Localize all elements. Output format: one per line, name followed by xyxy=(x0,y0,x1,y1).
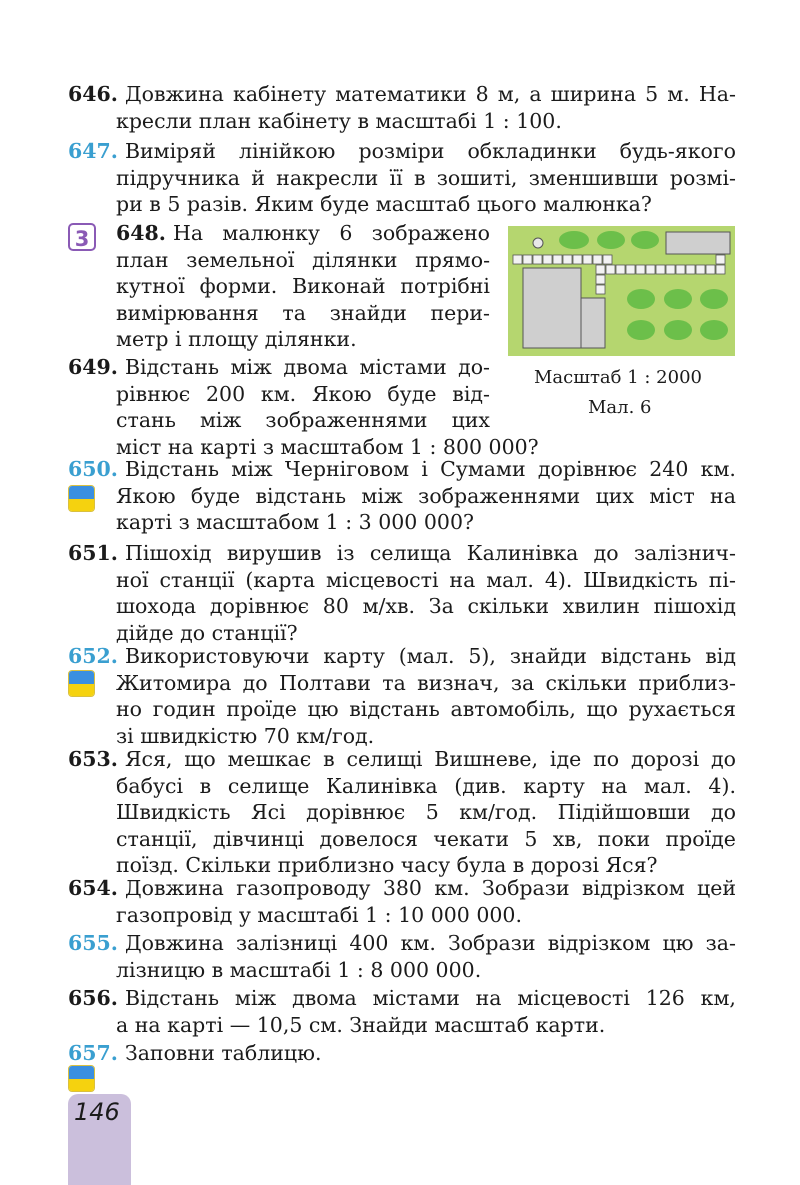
exercise-line: вимірювання та знайди пери- xyxy=(116,300,490,325)
exercise-649 xyxy=(68,354,736,460)
exercise-number: 654. xyxy=(68,876,118,900)
exercise-number: 655. xyxy=(68,931,118,955)
exercise-655 xyxy=(68,930,736,983)
exercise-line: станції, дівчинці довелося чекати 5 хв, поки проїде xyxy=(116,826,736,851)
exercise-652 xyxy=(68,643,736,749)
exercise-line: дійде до станції? xyxy=(116,620,298,645)
page-number: 146 xyxy=(74,1098,120,1126)
exercise-line: Швидкість Ясі дорівнює 5 км/год. Підійшовши до xyxy=(116,800,736,824)
exercise-number: 657. xyxy=(68,1041,118,1065)
exercise-number: 656. xyxy=(68,986,118,1010)
exercise-line: зі швидкістю 70 км/год. xyxy=(116,723,375,748)
exercise-646 xyxy=(68,81,736,134)
exercise-line: Використовуючи карту (мал. 5), знайди відстань від xyxy=(124,644,736,668)
exercise-line: стань між зображеннями цих xyxy=(116,408,490,432)
exercise-line: рівнює 200 км. Якою буде від- xyxy=(116,381,490,406)
exercise-number: 653. xyxy=(68,747,118,771)
exercise-line: підручника й накресли її в зошиті, зменшивши розмі- xyxy=(116,165,736,190)
exercise-number: 648. xyxy=(116,221,166,245)
exercise-654 xyxy=(68,875,736,928)
exercise-657 xyxy=(68,1040,736,1067)
exercise-653 xyxy=(68,746,736,879)
exercise-line: газопровід у масштабі 1 : 10 000 000. xyxy=(116,902,522,927)
exercise-line: ної станції (карта місцевості на мал. 4). Швидкість пі- xyxy=(116,567,736,592)
exercise-651 xyxy=(68,540,736,646)
exercise-line: Яся, що мешкає в селищі Вишневе, іде по дорозі до xyxy=(124,747,736,771)
exercise-647 xyxy=(68,138,736,218)
exercise-line: поїзд. Скільки приблизно часу була в дорозі Яся? xyxy=(116,853,658,877)
scale-caption: Масштаб 1 : 2000 xyxy=(534,367,702,388)
exercise-line: Пішохід вирушив із селища Калинівка до залізнич- xyxy=(124,541,736,565)
exercise-line: шохода дорівнює 80 м/хв. За скільки хвилин пішохід xyxy=(116,594,736,618)
exercise-line: Житомира до Полтави та визнач, за скільки приблиз- xyxy=(116,670,736,695)
exercise-line: Довжина кабінету математики 8 м, а ширина 5 м. На- xyxy=(124,82,736,106)
exercise-line: а на карті — 10,5 см. Знайди масштаб карти. xyxy=(116,1012,606,1037)
figure-label: Мал. 6 xyxy=(588,397,652,418)
exercise-number: 647. xyxy=(68,139,118,163)
exercise-line: Відстань між Черніговом і Сумами дорівнює 240 км. xyxy=(124,457,736,481)
plot-plan-drawing xyxy=(508,226,735,356)
exercise-line: Відстань між двома містами на місцевості 126 км, xyxy=(124,986,736,1010)
exercise-line: Відстань між двома містами до- xyxy=(124,355,490,379)
exercise-648 xyxy=(116,220,490,353)
exercise-line: Довжина залізниці 400 км. Зобрази відрізком цю за- xyxy=(124,931,736,955)
exercise-line: карті з масштабом 1 : 3 000 000? xyxy=(116,510,474,534)
exercise-line: На малюнку 6 зображено xyxy=(172,221,490,245)
exercise-line: Заповни таблицю. xyxy=(124,1041,322,1065)
exercise-line: Виміряй лінійкою розміри обкладинки будь-якого xyxy=(124,139,736,163)
exercise-line: Довжина газопроводу 380 км. Зобрази відрізком цей xyxy=(124,876,736,900)
exercise-line: кутної форми. Виконай потрібні xyxy=(116,274,490,298)
exercise-line: кресли план кабінету в масштабі 1 : 100. xyxy=(116,108,562,133)
exercise-number: 652. xyxy=(68,644,118,668)
exercise-656 xyxy=(68,985,736,1038)
exercise-650 xyxy=(68,456,736,536)
ukraine-flag-icon xyxy=(68,670,95,697)
exercise-line: но годин проїде цю відстань автомобіль, що рухається xyxy=(116,697,736,721)
exercise-line: метр і площу ділянки. xyxy=(116,327,357,351)
difficulty-level-badge: 3 xyxy=(68,223,96,251)
exercise-number: 646. xyxy=(68,82,118,106)
exercise-line: Якою буде відстань між зображеннями цих міст на xyxy=(116,483,736,508)
exercise-line: лізницю в масштабі 1 : 8 000 000. xyxy=(116,957,482,982)
exercise-line: ри в 5 разів. Яким буде масштаб цього малюнка? xyxy=(116,192,652,216)
exercise-number: 651. xyxy=(68,541,118,565)
plot-plan-figure xyxy=(508,226,735,356)
ukraine-flag-icon xyxy=(68,485,95,512)
exercise-line: міст на карті з масштабом 1 : 800 000? xyxy=(116,434,539,459)
ukraine-flag-icon xyxy=(68,1065,95,1092)
exercise-line: бабусі в селище Калинівка (див. карту на мал. 4). xyxy=(116,773,736,798)
exercise-number: 649. xyxy=(68,355,118,379)
exercise-number: 650. xyxy=(68,457,118,481)
exercise-line: план земельної ділянки прямо- xyxy=(116,247,490,272)
